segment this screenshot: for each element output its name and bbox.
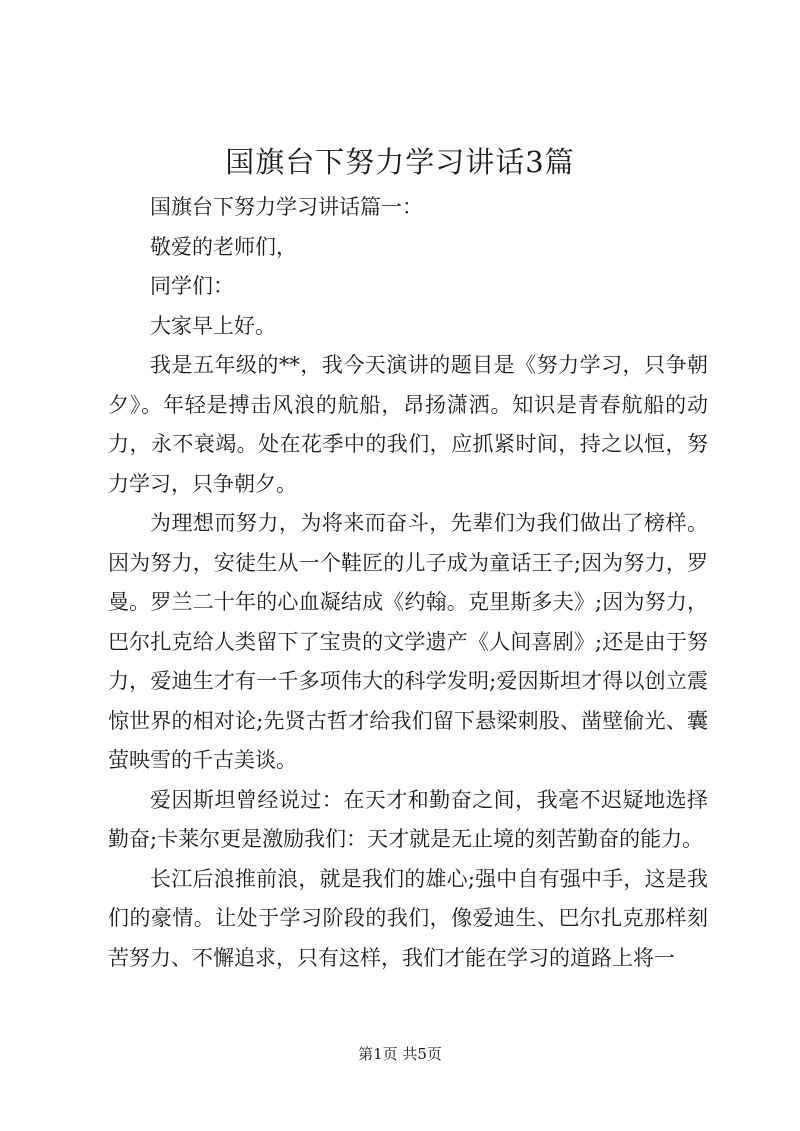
document-body xyxy=(108,188,708,978)
page-footer: 第1页 共5页 xyxy=(358,1045,442,1063)
paragraph-greeting: 大家早上好。 xyxy=(150,313,276,338)
paragraph-heading: 国旗台下努力学习讲话篇一： xyxy=(150,195,423,219)
paragraph-salutation-students: 同学们： xyxy=(150,274,234,298)
paragraph-intro: 我是五年级的**，我今天演讲的题目是《努力学习，只争朝夕》。年轻是搏击风浪的航船，昂扬潇洒。知识是青春航船的动力，永不衰竭。处在花季中的我们，应抓紧时间，持之以恒，努力学习，只争朝夕。 xyxy=(108,353,708,496)
paragraph-quotes: 爱因斯坦曾经说过：在天才和勤奋之间，我毫不迟疑地选择勤奋;卡莱尔更是激励我们：天才就是无止境的刻苦勤奋的能力。 xyxy=(108,787,708,851)
document-title: 国旗台下努力学习讲话3篇 xyxy=(225,145,575,179)
paragraph-closing: 长江后浪推前浪，就是我们的雄心;强中自有强中手，这是我们的豪情。让处于学习阶段的我们，像爱迪生、巴尔扎克那样刻苦努力、不懈追求，只有这样，我们才能在学习的道路上将一 xyxy=(108,866,708,970)
paragraph-examples: 为理想而努力，为将来而奋斗，先辈们为我们做出了榜样。因为努力，安徒生从一个鞋匠的儿子成为童话王子;因为努力，罗曼。罗兰二十年的心血凝结成《约翰。克里斯多夫》;因为努力，巴尔扎克给人类留下了宝贵的文学遗产《人间喜剧》;还是由于努力，爱迪生才有一千多项伟大的科学发明;爱因斯坦才得以创立震惊世界的相对论;先贤古哲才给我们留下悬梁刺股、凿壁偷光、囊萤映雪的千古美谈。 xyxy=(108,511,708,772)
paragraph-salutation-teachers: 敬爱的老师们， xyxy=(150,234,297,259)
